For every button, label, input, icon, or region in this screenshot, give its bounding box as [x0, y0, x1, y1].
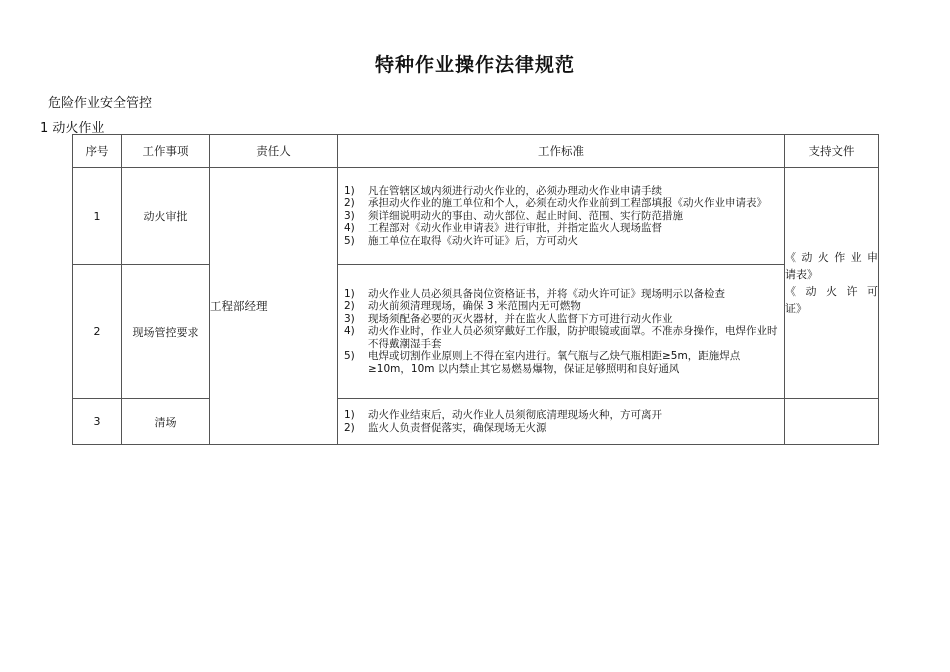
page-title: 特种作业操作法律规范	[374, 54, 575, 76]
row-standards	[338, 168, 785, 265]
list-item: 2) 动火前须清理现场，确保 3 米范围内无可燃物	[344, 300, 581, 313]
row-item: 动火审批	[122, 168, 210, 265]
list-item: 3) 现场须配备必要的灭火器材，并在监火人监督下方可进行动火作业	[344, 312, 673, 325]
standards-list	[338, 278, 784, 386]
list-item: 2) 承担动火作业的施工单位和个人，必须在动火作业前到工程部填报《动火作业申请表》	[344, 197, 767, 210]
header-docs: 支持文件	[785, 135, 879, 168]
list-item: 4) 工程部对《动火作业申请表》进行审批，并指定监火人现场监督	[344, 222, 662, 235]
table-row	[73, 399, 879, 445]
row-no: 3	[73, 399, 122, 445]
list-item: 1) 凡在管辖区域内须进行动火作业的，必须办理动火作业申请手续	[344, 184, 662, 197]
row-no: 1	[73, 168, 122, 265]
header-no: 序号	[73, 135, 122, 168]
list-item: 4) 动火作业时，作业人员必须穿戴好工作服，防护眼镜或面罩。不准赤身操作，电焊作业时不得戴潮湿手套	[344, 325, 778, 350]
doc-line: 《动火作业申	[785, 251, 878, 264]
hot-work-table	[72, 134, 879, 445]
header-responsible: 责任人	[210, 135, 338, 168]
table-row	[73, 265, 879, 399]
doc-line: 《 动 火 许 可	[785, 285, 878, 298]
list-item: 1) 动火作业结束后，动火作业人员须彻底清理现场火种，方可离开	[344, 409, 662, 421]
list-item: 5) 施工单位在取得《动火许可证》后，方可动火	[344, 234, 578, 247]
section-heading: 危险作业安全管控	[48, 96, 153, 111]
standards-list	[338, 175, 784, 258]
row-standards	[338, 265, 785, 399]
table-row	[73, 168, 879, 265]
list-item: 1) 动火作业人员必须具备岗位资格证书，并将《动火许可证》现场明示以备检查	[344, 287, 725, 300]
row-standards	[338, 399, 785, 445]
responsible-person: 工程部经理	[210, 168, 338, 445]
row-no: 2	[73, 265, 122, 399]
standards-list	[338, 399, 784, 444]
doc-line: 证》	[785, 302, 807, 315]
row-item: 清场	[122, 399, 210, 445]
row-item: 现场管控要求	[122, 265, 210, 399]
doc-line: 请表》	[785, 268, 818, 281]
header-item: 工作事项	[122, 135, 210, 168]
list-item: 3) 须详细说明动火的事由、动火部位、起止时间、范围、实行防范措施	[344, 209, 683, 222]
table-header-row	[73, 135, 879, 168]
list-item: 2) 监火人负责督促落实，确保现场无火源	[344, 421, 547, 434]
list-item: 5) 电焊或切割作业原则上不得在室内进行。氧气瓶与乙炔气瓶相距≥5m，距施焊点≥10m，10m 以内禁止其它易燃易爆物，保证足够照明和良好通风	[344, 350, 741, 375]
support-docs	[785, 168, 879, 399]
support-docs-empty	[785, 399, 879, 445]
header-standard: 工作标准	[338, 135, 785, 168]
subsection-heading: 1 动火作业	[40, 121, 105, 136]
